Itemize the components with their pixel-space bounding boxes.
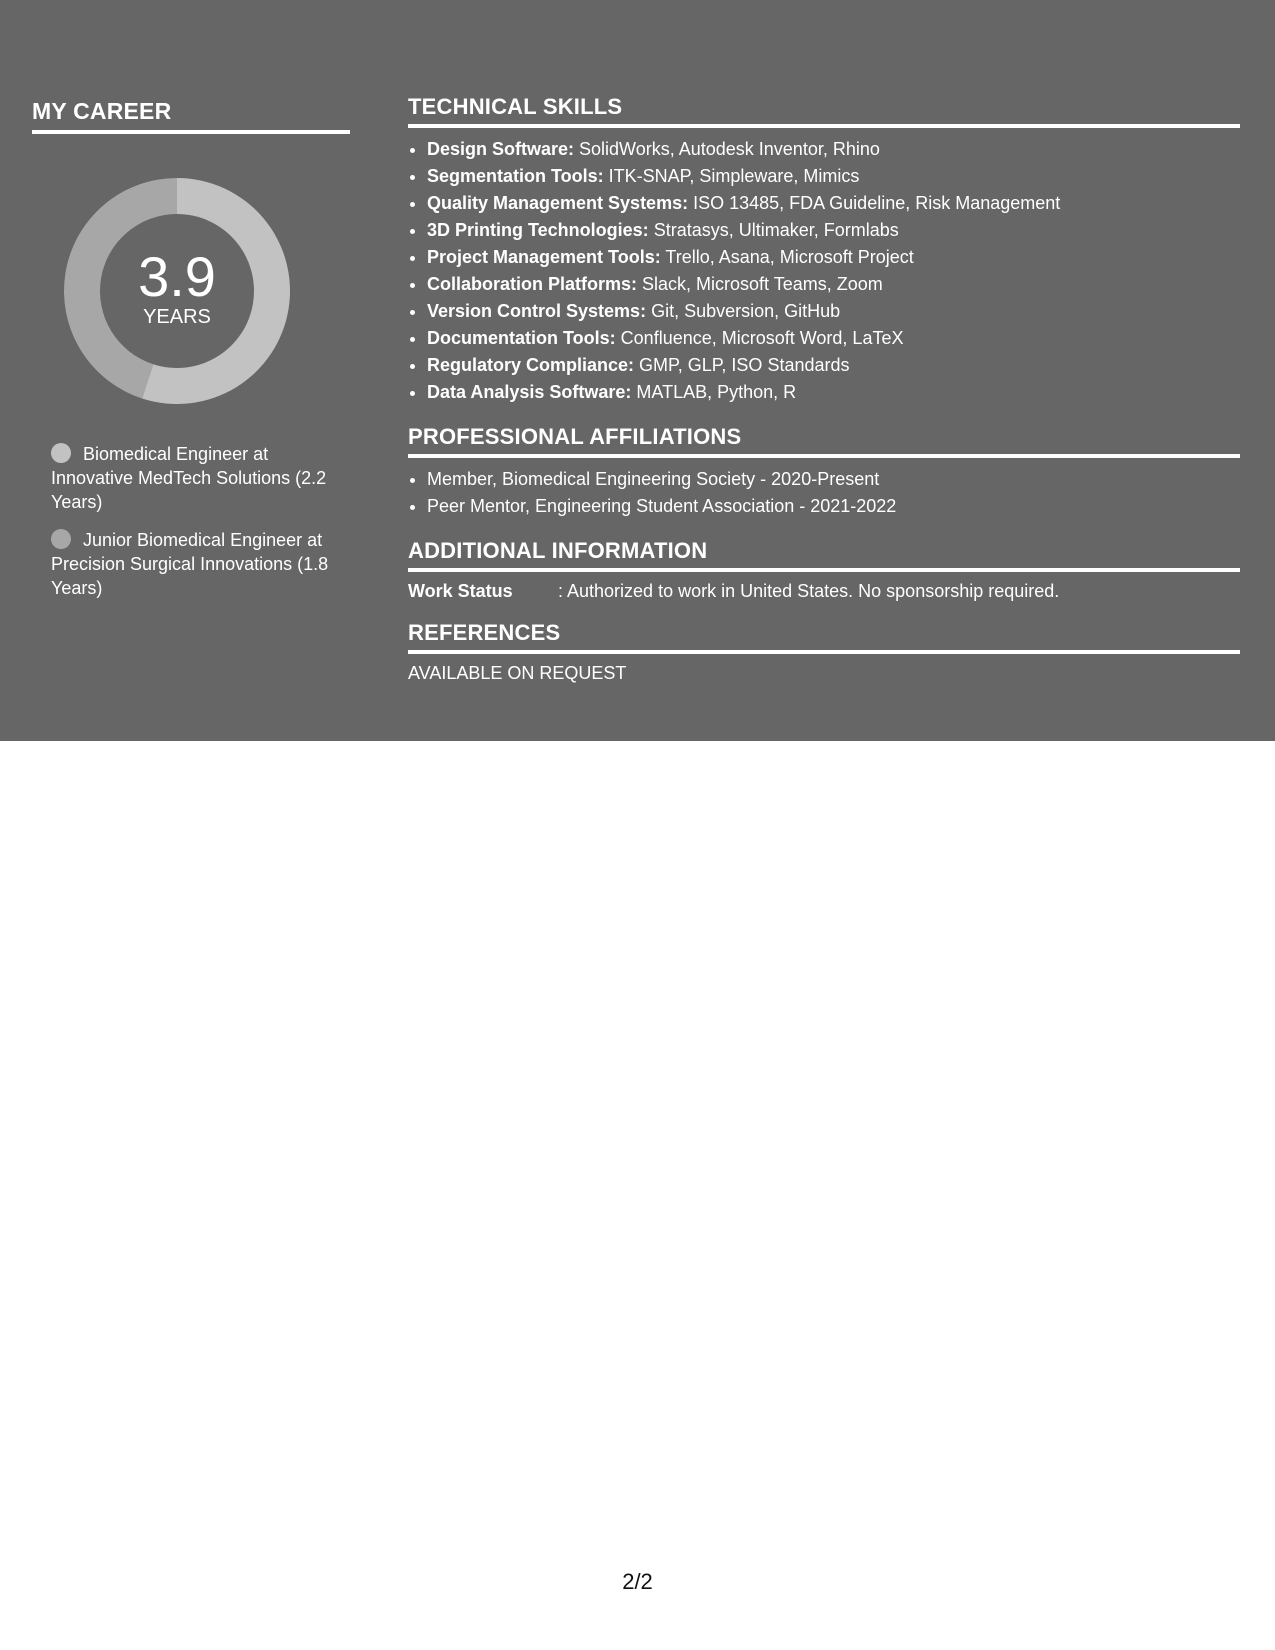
career-years-unit: YEARS [143,306,211,328]
skill-name: Project Management Tools: [427,247,661,267]
skill-name: Data Analysis Software: [427,382,632,402]
skill-item [427,271,1240,298]
skill-name: Documentation Tools: [427,328,616,348]
skill-item [427,352,1240,379]
affiliations-section [408,424,1240,520]
legend-item [51,528,341,600]
resume-panel [0,0,1275,741]
skill-value: GMP, GLP, ISO Standards [634,355,850,375]
legend-label: Biomedical Engineer at Innovative MedTech Solutions (2.2 Years) [51,444,327,512]
skill-value: SolidWorks, Autodesk Inventor, Rhino [574,139,880,159]
affiliation-item: • Member, Biomedical Engineering Society - 2020-Present [427,466,1240,493]
right-column [408,94,1240,684]
skill-name: Version Control Systems: [427,301,647,321]
affiliations-list [408,466,1240,520]
references-section [408,620,1240,684]
skill-name: Segmentation Tools: [427,166,604,186]
skill-value: Confluence, Microsoft Word, LaTeX [615,328,904,348]
work-status-row [408,581,1240,602]
career-legend [51,442,341,600]
skill-name: Design Software: [427,139,575,159]
legend-item [51,442,341,514]
skill-item [427,217,1240,244]
skill-value: Trello, Asana, Microsoft Project [660,247,914,267]
skill-item [427,244,1240,271]
career-donut-chart [62,176,292,406]
skills-section [408,94,1240,406]
skill-item [427,136,1240,163]
skill-value: MATLAB, Python, R [631,382,797,402]
additional-info-title: ADDITIONAL INFORMATION [408,538,1240,572]
career-title: MY CAREER [32,98,350,134]
skill-item [427,379,1240,406]
skill-value: ISO 13485, FDA Guideline, Risk Management [688,193,1061,213]
skill-name: Quality Management Systems: [427,193,689,213]
affiliations-title: PROFESSIONAL AFFILIATIONS [408,424,1240,458]
skill-value: ITK-SNAP, Simpleware, Mimics [603,166,860,186]
skill-item [427,163,1240,190]
legend-dot [51,443,71,463]
skill-name: Regulatory Compliance: [427,355,635,375]
career-section [32,98,350,614]
career-total-years: 3.9 [138,245,216,308]
skill-name: Collaboration Platforms: [427,274,638,294]
legend-label: Junior Biomedical Engineer at Precision Surgical Innovations (1.8 Years) [51,530,329,598]
skill-name: 3D Printing Technologies: [427,220,649,240]
additional-info-section [408,538,1240,602]
affiliation-item: • Peer Mentor, Engineering Student Association - 2021-2022 [427,493,1240,520]
legend-dot [51,529,71,549]
skill-value: Stratasys, Ultimaker, Formlabs [648,220,899,240]
skill-item [427,190,1240,217]
work-status-label: Work Status [408,581,513,601]
page-number: 2/2 [622,1569,653,1594]
skills-list [408,136,1240,406]
references-title: REFERENCES [408,620,1240,654]
work-status-value: : Authorized to work in United States. No sponsorship required. [558,581,1060,601]
skills-title: TECHNICAL SKILLS [408,94,1240,128]
skill-item [427,325,1240,352]
references-text: AVAILABLE ON REQUEST [408,663,627,683]
skill-value: Slack, Microsoft Teams, Zoom [637,274,883,294]
skill-item [427,298,1240,325]
skill-value: Git, Subversion, GitHub [646,301,841,321]
donut-center [62,176,292,406]
